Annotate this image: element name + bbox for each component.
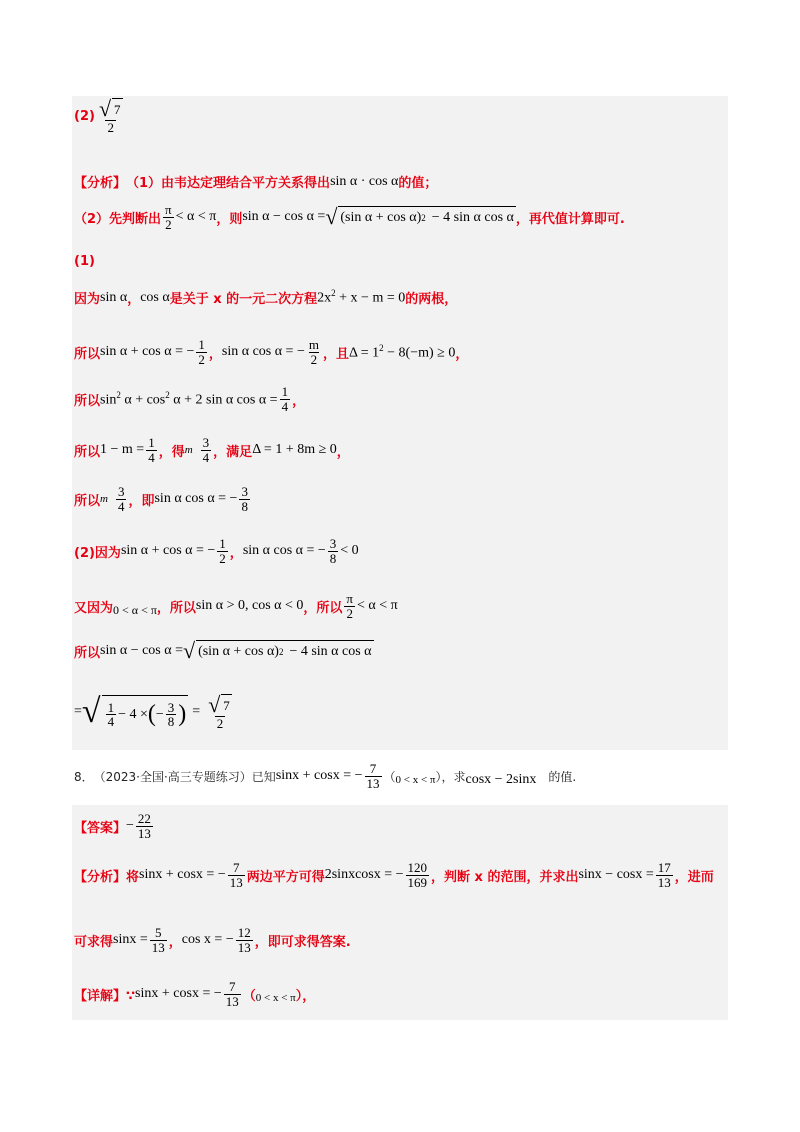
step-text: 所以	[74, 444, 101, 460]
fraction: $\frac{12}{13}$	[237, 925, 251, 955]
math-expr: sin α − cos α =	[100, 643, 183, 658]
sqrt-expr: √ $\frac{1}{4}$ − 4 × ( − $\frac{3}{8}$ )	[81, 693, 187, 731]
question-number: 8．	[74, 769, 94, 784]
fraction: $\frac{5}{13}$	[151, 925, 165, 955]
q8-analysis-line-1	[74, 861, 714, 889]
step-text: ，得	[158, 444, 185, 460]
step-text: ，所以	[303, 600, 343, 616]
punct: ，	[336, 444, 350, 460]
question-text: （2023·全国·高三专题练习）已知	[93, 769, 276, 784]
punct: （	[383, 769, 396, 784]
fraction: $\frac{7}{13}$	[229, 860, 243, 890]
step-roots	[74, 288, 457, 307]
analysis-tag: 【分析】	[74, 176, 127, 191]
punct: ，	[127, 292, 141, 307]
part-label: (1)	[74, 254, 95, 269]
step-conclude-1	[74, 485, 252, 513]
math-expr: sinx + cosx = −	[135, 986, 222, 1002]
radicand: 7	[112, 98, 123, 120]
math-expr: m	[100, 493, 108, 506]
math-expr: 1 − m =	[100, 442, 145, 458]
fraction: $\frac{3}{8}$	[241, 484, 248, 514]
step-text: ，所以	[156, 600, 196, 616]
fraction: $\frac{22}{13}$	[137, 811, 151, 841]
math-expr: sin α + cos α = −	[120, 543, 216, 559]
analysis-text: ，则	[216, 211, 243, 227]
punct: （	[242, 988, 256, 1004]
step-text: ，满足	[213, 444, 253, 460]
fraction: $\frac{1}{4}$	[281, 384, 289, 414]
fraction: √ 7 2	[208, 692, 230, 731]
math-expr: < α < π	[175, 209, 217, 225]
question-text: ），求	[435, 769, 466, 784]
math-expr: =	[192, 704, 201, 720]
step-solve-m	[74, 436, 350, 464]
math-expr: < 0	[340, 543, 359, 559]
step-text: 所以	[74, 645, 101, 661]
math-expr: 2sinxcosx = −	[324, 867, 404, 883]
answer-line	[74, 812, 155, 840]
analysis-text: ，即可求得答案.	[254, 934, 351, 950]
step-text: ，且	[322, 346, 349, 362]
answer-tag: 【答案】	[74, 820, 127, 836]
math-expr: $\Delta = 1^2 - 8(-m) \ge 0$	[349, 342, 456, 361]
fraction: $\frac{1}{4}$	[148, 435, 155, 465]
punct: ，	[229, 545, 243, 561]
math-expr: $\sin^2 \alpha + \cos^2 \alpha + 2$ sin α cos α =	[100, 389, 278, 408]
math-expr: sin α + cos α = −	[100, 344, 195, 360]
fraction: $\frac{\pi}{2}$	[165, 202, 172, 232]
step-text: 所以	[74, 346, 101, 362]
math-expr: −	[126, 818, 134, 834]
step-range	[74, 592, 398, 620]
question-8	[74, 762, 576, 790]
math-expr: sin α cos α = −	[154, 491, 238, 507]
analysis-text: ，进而	[674, 869, 714, 885]
math-expr: sin α cos α = −	[221, 344, 305, 360]
part-label: (2)	[74, 108, 95, 124]
denominator: 2	[107, 120, 114, 135]
punct: ，	[292, 393, 306, 409]
analysis-line-1	[74, 172, 437, 191]
step-text: (2)因为	[74, 545, 121, 561]
step-final	[74, 694, 236, 731]
math-expr: m	[184, 444, 193, 457]
math-expr: sin α	[100, 289, 128, 305]
step-text: 所以	[74, 493, 101, 509]
analysis-text: （2）先判断出	[74, 211, 162, 227]
fraction: √ 7 2	[98, 96, 121, 135]
step-text: 所以	[74, 393, 101, 409]
question-text: 的值.	[548, 769, 577, 784]
analysis-text: ，再代值计算即可.	[515, 211, 625, 227]
detail-tag: 【详解】∵	[74, 988, 136, 1004]
fraction: $\frac{3}{4}$	[202, 435, 210, 465]
math-expr: sin α cos α = −	[242, 543, 326, 559]
analysis-text: （1）由韦达定理结合平方关系得出	[126, 176, 331, 191]
math-expr: sinx − cosx =	[578, 867, 654, 883]
math-expr: sinx + cosx = −	[139, 867, 226, 883]
answer-part2	[74, 98, 127, 135]
math-expr: sinx =	[113, 932, 148, 948]
step-part2-given	[74, 537, 359, 565]
math-expr: sin α > 0, cos α < 0	[195, 598, 304, 614]
fraction: $\frac{7}{13}$	[225, 979, 239, 1009]
sqrt-expr: √ (sin α + cos α) 2 − 4 sin α cos α	[182, 638, 372, 663]
step-square	[74, 385, 305, 413]
math-expr: 0 < x < π	[395, 774, 436, 787]
fraction: $\frac{3}{4}$	[117, 484, 125, 514]
fraction: $\frac{3}{8}$	[329, 536, 337, 566]
punct: ，	[168, 934, 182, 950]
analysis-text: ，判断 x 的范围，并求出	[431, 869, 579, 885]
punct: ，	[455, 346, 469, 362]
fraction: $\frac{17}{13}$	[657, 860, 671, 890]
sqrt-expr: √ (sin α + cos α) 2 − 4 sin α cos α	[325, 204, 514, 230]
analysis-text: 两边平方可得	[246, 869, 325, 885]
math-expr: cos x = −	[181, 932, 234, 948]
fraction: $\frac{1}{2}$	[198, 337, 205, 367]
detail-line	[74, 980, 315, 1008]
step-text: 是关于 x 的一元二次方程	[169, 292, 318, 307]
fraction: $\frac{m}{2}$	[308, 337, 319, 367]
punct: ，	[208, 346, 222, 362]
fraction: $\frac{7}{13}$	[366, 761, 380, 791]
math-expr: sin α − cos α =	[242, 209, 326, 225]
step-text: ，即	[128, 493, 155, 509]
step-text: 的两根，	[405, 292, 458, 307]
fraction: $\frac{120}{169}$	[407, 860, 428, 890]
analysis-line-2	[74, 203, 625, 231]
analysis-text: 可求得	[74, 934, 114, 950]
math-expr: sin α · cos α	[330, 173, 399, 189]
step-text: 因为	[74, 292, 101, 307]
q8-analysis-line-2	[74, 926, 351, 954]
fraction: $\frac{\pi}{2}$	[346, 591, 353, 621]
fraction: $\frac{1}{2}$	[219, 536, 226, 566]
equation: $2x^2 + x - m = 0$	[317, 288, 406, 306]
math-expr: =	[74, 704, 82, 720]
math-expr: 0 < x < π	[255, 992, 296, 1005]
punct: ），	[295, 988, 316, 1004]
step-vieta	[74, 338, 468, 366]
math-expr: cosx − 2sinx	[465, 772, 537, 788]
analysis-text: 的值；	[398, 176, 438, 191]
step-text: 又因为	[74, 600, 114, 616]
analysis-text: 将	[126, 869, 140, 885]
math-expr: cos α	[140, 289, 170, 305]
math-expr: 0 < α < π	[113, 602, 157, 617]
part1-label	[74, 254, 95, 269]
math-expr: < α < π	[356, 598, 398, 614]
step-diff	[74, 640, 374, 662]
math-expr: sinx + cosx = −	[275, 768, 363, 784]
math-expr: Δ = 1 + 8m ≥ 0	[252, 442, 337, 458]
analysis-tag: 【分析】	[74, 869, 127, 885]
